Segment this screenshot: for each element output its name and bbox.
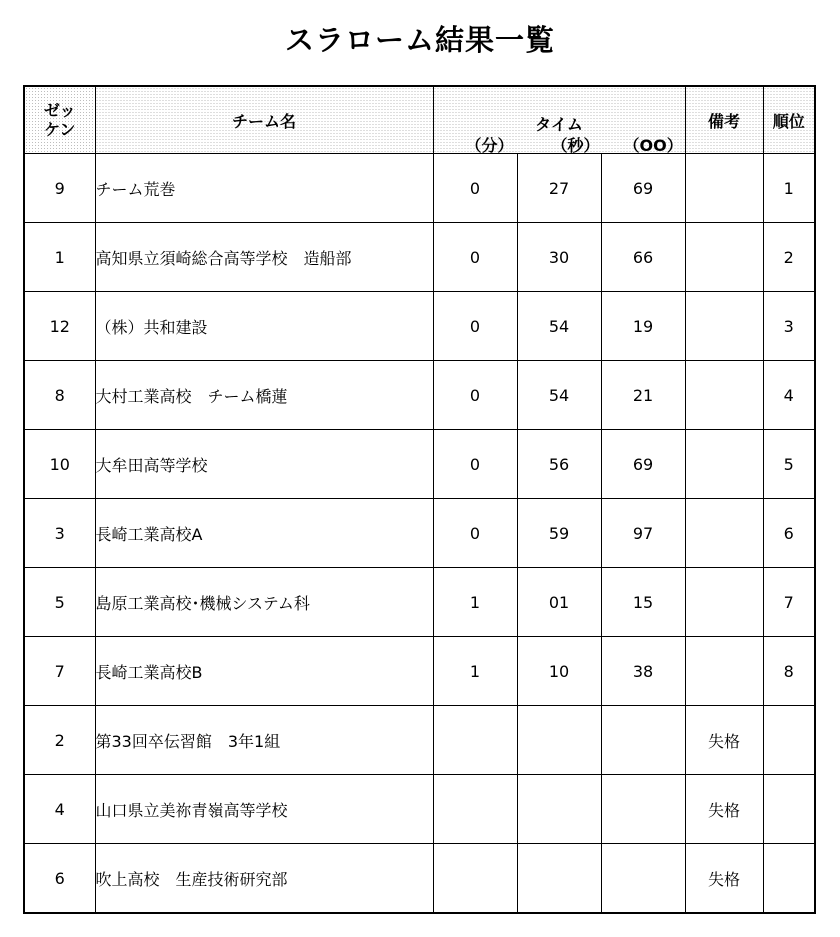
cell-time-centiseconds: 15 [601,568,685,637]
cell-zekken: 8 [24,361,95,430]
table-row [24,499,815,568]
cell-team-name: 山口県立美祢青嶺高等学校 [95,775,433,844]
cell-zekken: 9 [24,154,95,223]
header-zekken [24,86,95,154]
cell-time-centiseconds: 97 [601,499,685,568]
cell-note: 失格 [685,844,763,914]
cell-note [685,430,763,499]
cell-team-name: 島原工業高校･機械システム科 [95,568,433,637]
cell-team-name: 大村工業高校 チーム橋蓮 [95,361,433,430]
cell-zekken: 12 [24,292,95,361]
cell-note [685,292,763,361]
cell-time-seconds: 56 [517,430,601,499]
cell-note [685,499,763,568]
cell-rank [763,775,815,844]
cell-team-name: 長崎工業高校B [95,637,433,706]
cell-rank: 2 [763,223,815,292]
table-row [24,568,815,637]
table-body [24,154,815,914]
cell-time-centiseconds [601,775,685,844]
table-row [24,706,815,775]
cell-time-centiseconds: 66 [601,223,685,292]
table-row [24,361,815,430]
cell-time-minutes: 0 [433,292,517,361]
cell-note: 失格 [685,706,763,775]
cell-note [685,154,763,223]
table-row [24,154,815,223]
cell-time-minutes: 0 [433,499,517,568]
cell-time-minutes [433,844,517,914]
cell-time-centiseconds: 69 [601,154,685,223]
cell-team-name: （株）共和建設 [95,292,433,361]
header-zekken-line2: ケン [44,120,76,139]
header-time-minutes: （分） [465,136,514,155]
cell-time-seconds: 54 [517,292,601,361]
table-row [24,637,815,706]
cell-time-seconds [517,844,601,914]
cell-rank: 7 [763,568,815,637]
page-title: スラローム結果一覧 [284,23,555,57]
cell-note [685,223,763,292]
cell-rank: 4 [763,361,815,430]
header-team-name: チーム名 [95,86,433,154]
cell-time-minutes: 0 [433,430,517,499]
cell-time-centiseconds: 38 [601,637,685,706]
cell-zekken: 1 [24,223,95,292]
cell-rank: 8 [763,637,815,706]
cell-time-centiseconds: 69 [601,430,685,499]
cell-time-minutes: 0 [433,154,517,223]
cell-rank: 6 [763,499,815,568]
cell-time-seconds [517,775,601,844]
cell-team-name: 第33回卒伝習館 3年1組 [95,706,433,775]
cell-zekken: 6 [24,844,95,914]
cell-zekken: 2 [24,706,95,775]
cell-note [685,568,763,637]
header-time [433,86,685,154]
cell-time-seconds: 59 [517,499,601,568]
cell-rank [763,706,815,775]
table-row [24,292,815,361]
header-time-seconds: （秒） [551,136,600,155]
table-header [24,86,815,154]
cell-zekken: 5 [24,568,95,637]
results-table [23,85,816,914]
cell-rank [763,844,815,914]
cell-time-seconds: 30 [517,223,601,292]
header-time-label: タイム [535,115,583,134]
cell-time-seconds: 01 [517,568,601,637]
cell-team-name: 吹上高校 生産技術研究部 [95,844,433,914]
cell-time-centiseconds [601,706,685,775]
cell-time-minutes: 0 [433,223,517,292]
cell-team-name: 高知県立須崎総合高等学校 造船部 [95,223,433,292]
cell-note [685,637,763,706]
cell-time-centiseconds: 21 [601,361,685,430]
table-row [24,223,815,292]
header-zekken-line1: ゼッ [43,101,76,120]
header-time-centiseconds: （OO） [623,136,683,155]
cell-rank: 1 [763,154,815,223]
cell-note: 失格 [685,775,763,844]
cell-time-minutes [433,706,517,775]
cell-time-seconds [517,706,601,775]
cell-time-centiseconds [601,844,685,914]
cell-time-seconds: 54 [517,361,601,430]
table-row [24,775,815,844]
cell-zekken: 3 [24,499,95,568]
cell-rank: 3 [763,292,815,361]
cell-team-name: 長崎工業高校A [95,499,433,568]
cell-time-minutes [433,775,517,844]
cell-zekken: 4 [24,775,95,844]
cell-note [685,361,763,430]
cell-time-minutes: 0 [433,361,517,430]
cell-rank: 5 [763,430,815,499]
cell-team-name: チーム荒巻 [95,154,433,223]
cell-time-centiseconds: 19 [601,292,685,361]
cell-time-seconds: 10 [517,637,601,706]
cell-zekken: 7 [24,637,95,706]
table-row [24,844,815,914]
table-row [24,430,815,499]
cell-team-name: 大牟田高等学校 [95,430,433,499]
header-rank: 順位 [763,86,815,154]
cell-time-minutes: 1 [433,568,517,637]
header-note: 備考 [685,86,763,154]
cell-zekken: 10 [24,430,95,499]
cell-time-seconds: 27 [517,154,601,223]
cell-time-minutes: 1 [433,637,517,706]
